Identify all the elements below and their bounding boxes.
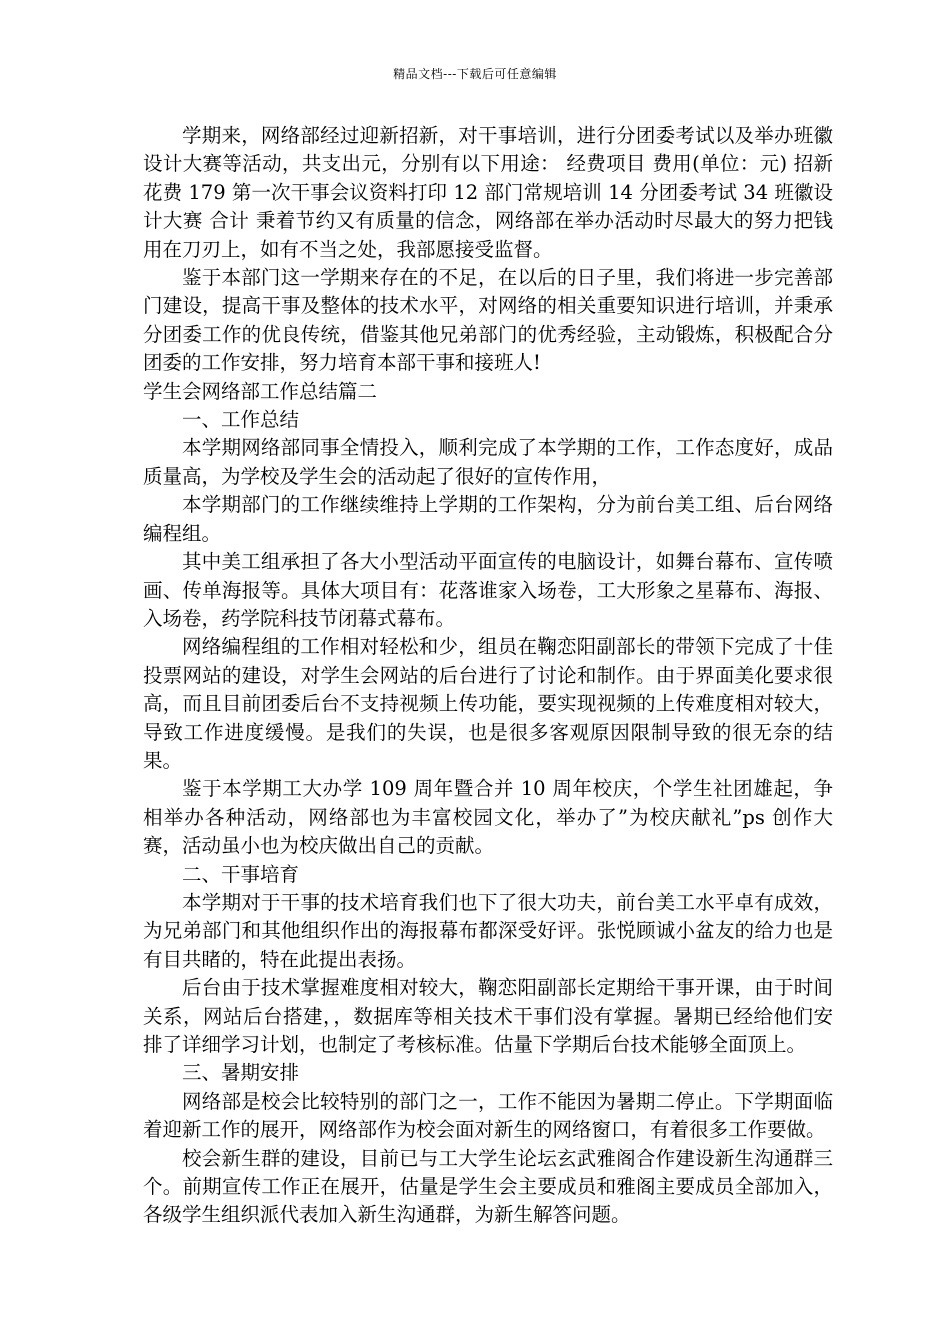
- paragraph-design-group: 其中美工组承担了各大小型活动平面宣传的电脑设计，如舞台幕布、宣传喷画、传单海报等。具体大项目有：花落谁家入场卷，工大形象之星幕布、海报、入场卷，药学院科技节闭幕式幕布。: [143, 550, 833, 630]
- paragraph-programming-group: 网络编程组的工作相对轻松和少，组员在鞠恋阳副部长的带领下完成了十佳投票网站的建设，对学生会网站的后台进行了讨论和制作。由于界面美化要求很高，而且目前团委后台不支持视频上传功能，要实现视频的上传难度相对较大，导致工作进度缓慢。是我们的失误，也是很多客观原因限制导致的很无奈的结果。: [143, 635, 833, 772]
- paragraph-anniversary: 鉴于本学期工大办学 109 周年暨合并 10 周年校庆，个学生社团雄起，争相举办各种活动，网络部也为丰富校园文化，举办了”为校庆献礼”ps 创作大赛，活动虽小也为校庆做出自己的贡献。: [143, 777, 833, 858]
- paragraph-summer-work: 网络部是校会比较特别的部门之一，工作不能因为暑期二停止。下学期面临着迎新工作的展开，网络部作为校会面对新生的网络窗口，有着很多工作要做。: [143, 1089, 833, 1142]
- paragraph-improvement: 鉴于本部门这一学期来存在的不足，在以后的日子里，我们将进一步完善部门建设，提高干事及整体的技术水平，对网络的相关重要知识进行培训，并秉承分团委工作的优良传统，借鉴其他兄弟部门的优秀经验，主动锻炼，积极配合分团委的工作安排，努力培育本部干事和接班人!: [143, 266, 833, 375]
- section-title-part-two: 学生会网络部工作总结篇二: [143, 379, 378, 403]
- paragraph-frontend-training: 本学期对于干事的技术培育我们也下了很大功夫，前台美工水平卓有成效，为兄弟部门和其他组织作出的海报幕布都深受好评。张悦顾诚小盆友的给力也是有目共睹的，特在此提出表扬。: [143, 890, 833, 971]
- subheading-summer-plan: 三、暑期安排: [182, 1061, 300, 1085]
- paragraph-structure: 本学期部门的工作继续维持上学期的工作架构，分为前台美工组、后台网络编程组。: [143, 493, 833, 545]
- subheading-staff-training: 二、干事培育: [182, 862, 300, 886]
- page-header: 精品文档---下载后可任意编辑: [393, 67, 557, 81]
- paragraph-work-attitude: 本学期网络部同事全情投入，顺利完成了本学期的工作，工作态度好，成品质量高，为学校及学生会的活动起了很好的宣传作用，: [143, 436, 833, 488]
- subheading-work-summary: 一、工作总结: [182, 408, 300, 432]
- paragraph-backend-training: 后台由于技术掌握难度相对较大，鞠恋阳副部长定期给干事开课，由于时间关系，网站后台搭建，，数据库等相关技术干事们没有掌握。暑期已经给他们安排了详细学习计划，也制定了考核标准。估量下学期后台技术能够全面顶上。: [143, 976, 833, 1056]
- paragraph-freshman-group: 校会新生群的建设，目前已与工大学生论坛玄武雅阁合作建设新生沟通群三个。前期宣传工作正在展开，估量是学生会主要成员和雅阁主要成员全部加入，各级学生组织派代表加入新生沟通群，为新生解答问题。: [143, 1146, 833, 1227]
- document-body: [143, 122, 833, 1230]
- paragraph-expenses: 学期来，网络部经过迎新招新，对干事培训，进行分团委考试以及举办班徽设计大赛等活动，共支出元，分别有以下用途： 经费项目 费用(单位：元) 招新花费 179 第一次干事会议资料打印 12 部门常规培训 14 分团委考试 34 班徽设计大赛 合计 秉着节约又有质量的信念，网络部在举办活动时尽最大的努力把钱用在刀刃上，如有不当之处，我部愿接受监督。: [143, 124, 833, 261]
